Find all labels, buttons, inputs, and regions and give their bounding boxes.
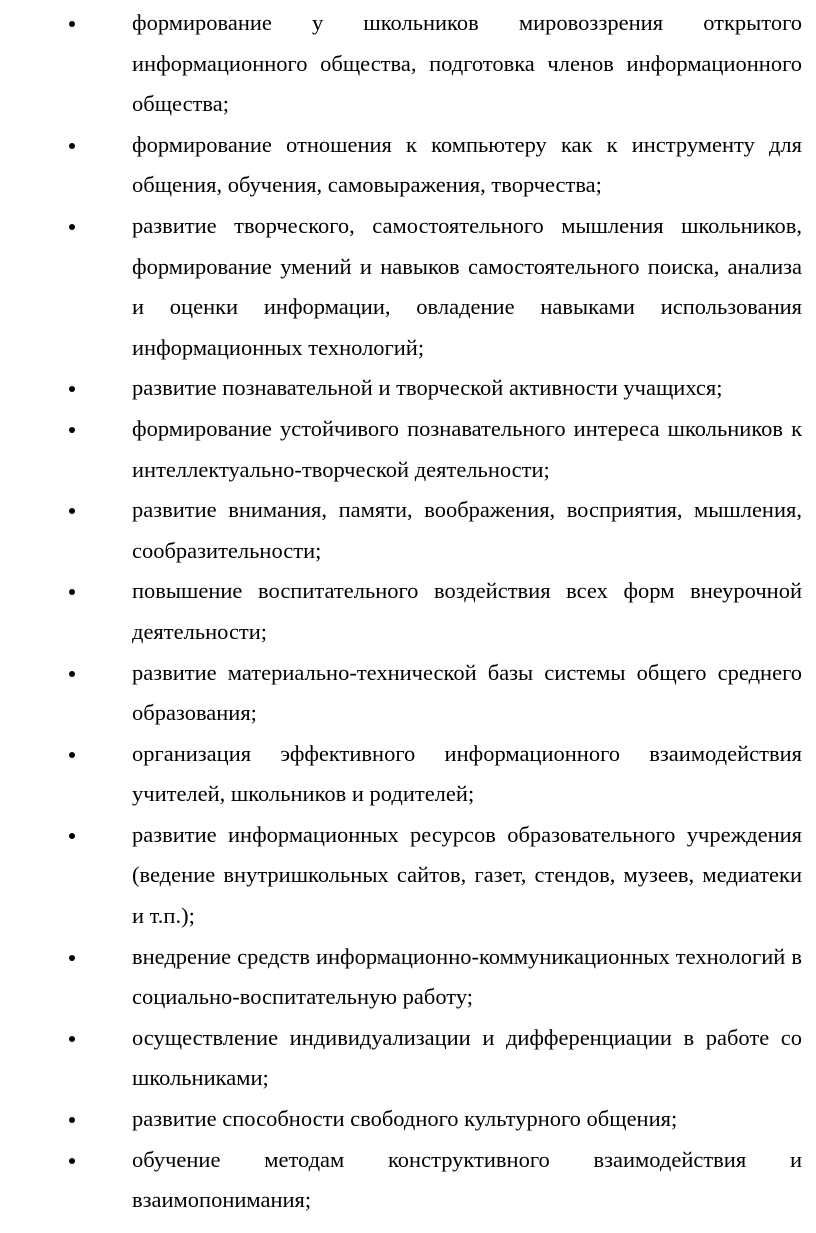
list-item bbox=[0, 3, 816, 125]
list-item-text: развитие познавательной и творческой активности учащихся; bbox=[132, 375, 723, 401]
bullet-icon bbox=[69, 833, 75, 839]
list-item-text: формирование устойчивого познавательного интереса школьников к интеллектуально-творческой деятельности; bbox=[132, 415, 802, 482]
list-item-text: развитие творческого, самостоятельного мышления школьников, формирование умений и навыков самостоятельного поиска, анализа и оценки информации, овладение навыками использования информационных технологий; bbox=[132, 212, 802, 360]
bullet-icon bbox=[69, 1117, 75, 1123]
bullet-icon bbox=[69, 1158, 75, 1164]
list-item-text: осуществление индивидуализации и дифференциации в работе со школьниками; bbox=[132, 1024, 802, 1091]
list-item bbox=[0, 1018, 816, 1099]
list-item-text: организация эффективного информационного взаимодействия учителей, школьников и родителей; bbox=[132, 740, 802, 807]
list-item bbox=[0, 815, 816, 937]
list-item bbox=[0, 937, 816, 1018]
list-item bbox=[0, 1140, 816, 1221]
list-item-text: развитие информационных ресурсов образовательного учреждения (ведение внутришкольных сайтов, газет, стендов, музеев, медиатеки и т.п.); bbox=[132, 821, 802, 929]
list-item-text: развитие внимания, памяти, воображения, восприятия, мышления, сообразительности; bbox=[132, 497, 802, 563]
list-item bbox=[0, 1099, 816, 1140]
list-item bbox=[0, 490, 816, 571]
list-item bbox=[0, 409, 816, 490]
bullet-icon bbox=[69, 1036, 75, 1042]
list-item bbox=[0, 125, 816, 206]
list-item-text: формирование у школьников мировоззрения открытого информационного общества, подготовка членов информационного общества; bbox=[132, 10, 802, 117]
bullet-icon bbox=[69, 427, 75, 433]
bullet-icon bbox=[69, 752, 75, 758]
bullet-list bbox=[0, 3, 816, 1221]
bullet-icon bbox=[69, 224, 75, 230]
list-item bbox=[0, 206, 816, 368]
list-item bbox=[0, 653, 816, 734]
bullet-icon bbox=[69, 508, 75, 514]
list-item-text: обучение методам конструктивного взаимодействия и взаимопонимания; bbox=[132, 1146, 802, 1213]
list-item bbox=[0, 368, 816, 409]
list-item-text: внедрение средств информационно-коммуникационных технологий в социально-воспитательную работу; bbox=[132, 943, 802, 1010]
bullet-icon bbox=[69, 386, 75, 392]
list-item bbox=[0, 734, 816, 815]
bullet-icon bbox=[69, 955, 75, 961]
bullet-icon bbox=[69, 143, 75, 149]
list-item-text: развитие способности свободного культурного общения; bbox=[132, 1106, 678, 1132]
bullet-icon bbox=[69, 589, 75, 595]
bullet-icon bbox=[69, 671, 75, 677]
list-item-text: повышение воспитательного воздействия всех форм внеурочной деятельности; bbox=[132, 578, 802, 644]
list-item bbox=[0, 571, 816, 652]
list-item-text: формирование отношения к компьютеру как к инструменту для общения, обучения, самовыражения, творчества; bbox=[132, 131, 802, 198]
bullet-icon bbox=[69, 21, 75, 27]
list-item-text: развитие материально-технической базы системы общего среднего образования; bbox=[132, 659, 802, 726]
